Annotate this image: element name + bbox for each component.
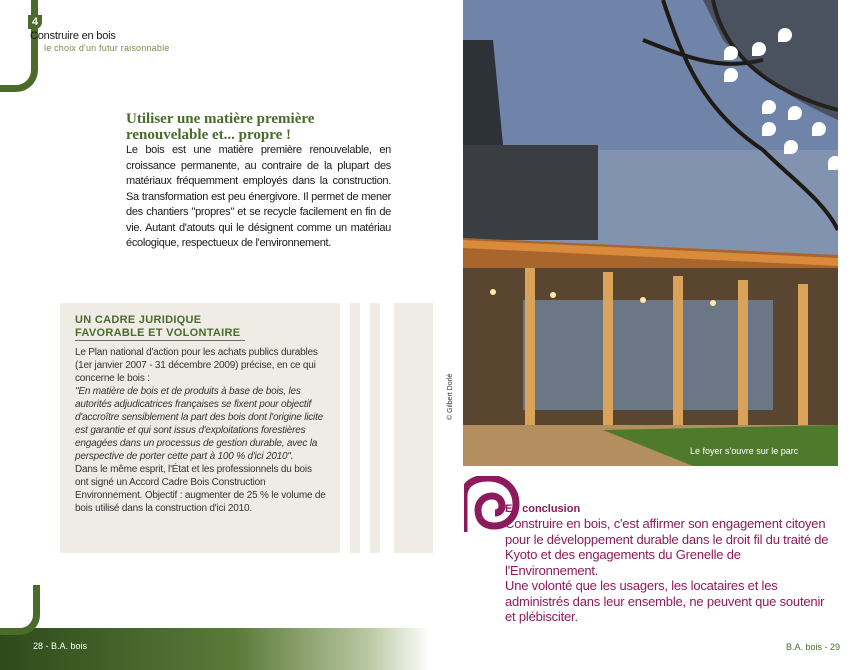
photo-caption: Le foyer s'ouvre sur le parc: [690, 446, 799, 456]
footer-bracket: [0, 585, 40, 635]
conclusion-title: En conclusion: [505, 503, 581, 515]
chapter-subtitle: le choix d'un futur raisonnable: [44, 43, 170, 53]
conclusion-paragraph-2: Une volonté que les usagers, les locataires et les administrés dans leur ensemble, ne peuvent que soutenir et plébisciter.: [505, 578, 825, 624]
box-title: [75, 314, 240, 340]
leaf-dot: [762, 122, 776, 136]
leaf-dot: [784, 140, 798, 154]
chapter-title: Construire en bois: [30, 30, 116, 42]
photo-credit: © Gilbert Dorlé: [447, 373, 454, 420]
pillar-stripe: [360, 303, 370, 553]
leaf-dot: [812, 122, 826, 136]
box-title-underline: [75, 340, 245, 341]
box-intro: Le Plan national d'action pour les achats publics durables (1er janvier 2007 - 31 décembre 2009) précise, en ce qui concerne le bois :: [75, 347, 318, 384]
leaf-dot: [778, 28, 792, 42]
leaf-dot: [752, 42, 766, 56]
section-title-line2: renouvelable et... propre !: [126, 127, 291, 143]
chapter-bracket: [0, 0, 38, 92]
leaf-dot: [788, 106, 802, 120]
decorative-leaf-dots: [722, 28, 862, 168]
box-title-line2: FAVORABLE ET VOLONTAIRE: [75, 327, 241, 339]
footer-right-page-number: B.A. bois - 29: [786, 642, 841, 652]
leaf-dot: [828, 156, 842, 170]
conclusion-body: [505, 516, 830, 625]
leaf-dot: [724, 68, 738, 82]
pillar-stripe: [380, 303, 394, 553]
conclusion-paragraph-1: Construire en bois, c'est affirmer son engagement citoyen pour le développement durable dans le droit fil du traité de Kyoto et des engagements du Grenelle de l'Environnement.: [505, 516, 829, 578]
box-outro: Dans le même esprit, l'État et les professionnels du bois ont signé un Accord Cadre Bois Construction Environnement. Objectif : augmenter de 25 % le volume de bois utilisé dans la construction d'ici 2010.: [75, 464, 326, 514]
leaf-dot: [724, 46, 738, 60]
leaf-dot: [762, 100, 776, 114]
pillar-stripe: [340, 303, 350, 553]
section-body: Le bois est une matière première renouvelable, en croissance permanente, au contraire de la plupart des matériaux fréquemment employés dans la construction. Sa transformation est peu énergivore. Il permet de mener des chantiers "propres" et se recycle facilement en fin de vie. Autant d'atouts qui le désignent comme un matériau écologique, respectueux de l'environnement.: [126, 144, 391, 249]
box-quote: [75, 385, 327, 463]
box-body: [75, 346, 327, 515]
footer-left-page-number: 28 - B.A. bois: [33, 641, 88, 651]
box-quote-text: "En matière de bois et de produits à base de bois, les autorités adjudicatrices françaises se fixent pour objectif d'accroître sensiblement la part des bois dont l'origine licite est garantie et qui sont issus d'exploitations forestières engagées dans un processus de gestion durable, avec la perspective de porter cette part à 100 % d'ici 2010".: [75, 386, 324, 462]
box-title-line1: UN CADRE JURIDIQUE: [75, 314, 202, 326]
chapter-number: 4: [28, 15, 42, 29]
section-title-line1: Utiliser une matière première: [126, 111, 315, 127]
section-title: [126, 111, 366, 143]
